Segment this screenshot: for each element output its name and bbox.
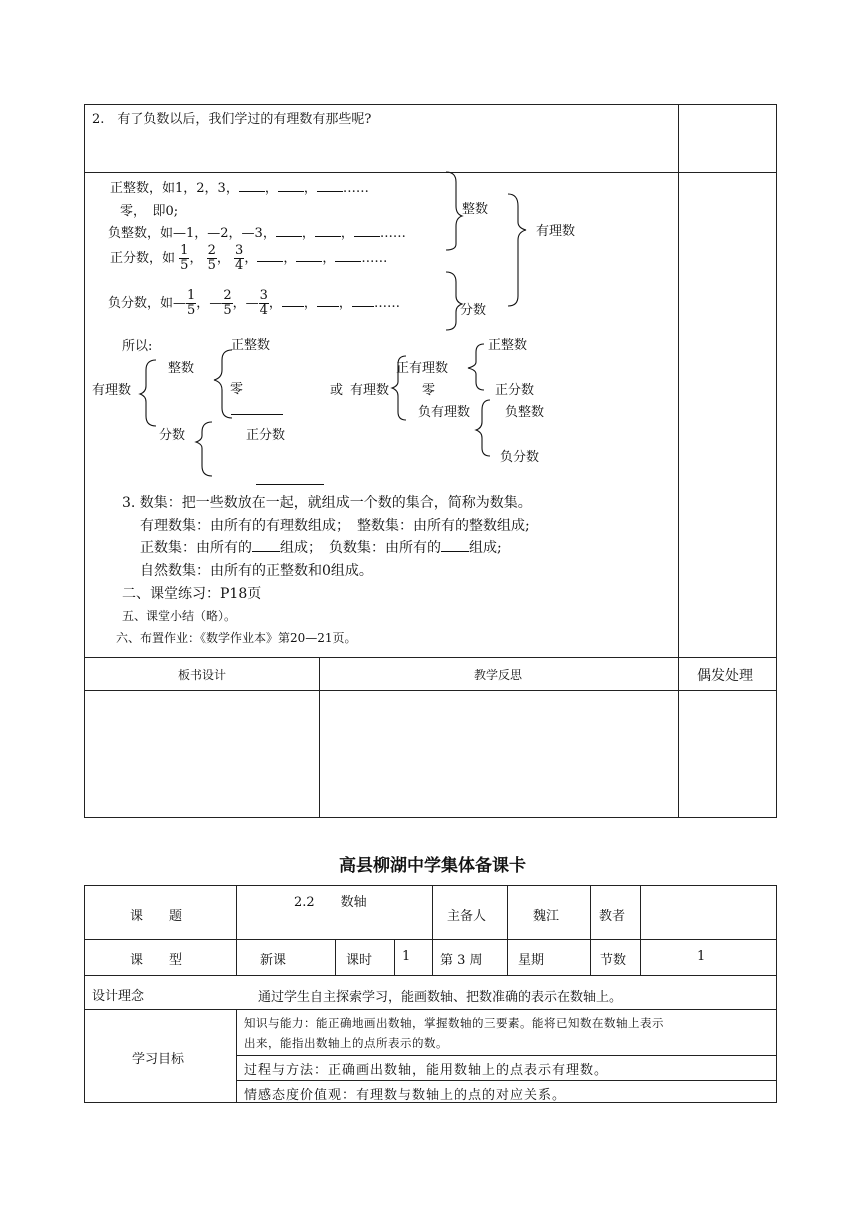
header-reflection: 教学反思: [474, 668, 523, 682]
card-hours-value: 1: [402, 949, 411, 964]
fraction: $\frac{3}{4}$: [235, 243, 244, 273]
tree-left-integer: 整数: [168, 361, 195, 376]
card-goal-3: 情感态度价值观：有理数与数轴上的点的对应关系。: [244, 1088, 567, 1103]
card-col-hours: [335, 939, 336, 975]
tree-right-neg-int: 负整数: [505, 405, 545, 420]
card-type-label: 课 型: [130, 953, 183, 968]
header-board-design: 板书设计: [178, 668, 227, 682]
fraction: $\frac{2}{5}$: [207, 243, 216, 273]
brace-integers: [446, 172, 462, 250]
fraction: $\frac{1}{5}$: [187, 288, 196, 318]
card-weekday: 星期: [518, 953, 545, 968]
row-zero: 零， 即0;: [120, 204, 179, 219]
card-row-2: [84, 975, 777, 976]
fraction: $\frac{3}{4}$: [259, 288, 268, 318]
card-col-mainval: [507, 885, 508, 975]
sets-line-1: 3. 数集：把一些数放在一起，就组成一个数的集合，简称为数集。: [122, 495, 532, 511]
tree-left-pos-int: 正整数: [231, 338, 271, 353]
card-period-value: 1: [697, 949, 706, 964]
card-goal-1: 知识与能力：能正确地画出数轴，掌握数轴的三要素。能将已知数在数轴上表示: [244, 1016, 664, 1030]
brace-right-pos: [468, 344, 484, 390]
card-goals-label: 学习目标: [132, 1052, 185, 1067]
card-border-top: [84, 885, 777, 886]
tree-right-pos-int: 正整数: [488, 338, 528, 353]
row-positive-integers: 正整数，如1，2，3， ， ， ……: [110, 181, 369, 196]
summary-line: 五、课堂小结（略）。: [122, 609, 237, 623]
or-label: 或: [330, 383, 344, 398]
card-col-hoursval: [394, 939, 395, 975]
sets-line-4: 自然数集：由所有的正整数和0组成。: [140, 563, 373, 579]
card-row-1: [84, 939, 777, 940]
label-rational: 有理数: [536, 224, 576, 239]
card-topic-value: 2.2 数轴: [294, 895, 367, 910]
tree-left-pos-frac: 正分数: [246, 428, 286, 443]
suoyi-label: 所以:: [122, 339, 153, 354]
tree-right-zero: 零: [422, 383, 436, 398]
card-teacher-label: 教者: [599, 909, 626, 924]
card-goal-2: 过程与方法：正确画出数轴，能用数轴上的点表示有理数。: [244, 1063, 609, 1078]
homework-line: 六、布置作业：《数学作业本》第20—21页。: [116, 631, 357, 645]
card-row-3: [84, 1009, 777, 1010]
card-main-label: 主备人: [447, 909, 487, 924]
card-type-value: 新课: [260, 953, 287, 968]
pos-int-label: 正整数，如1，2，3，: [110, 181, 239, 196]
brace-left-root: [140, 360, 156, 426]
card-col-teacherval: [640, 885, 641, 975]
header-incident: 偶发处理: [697, 668, 753, 684]
neg-int-label: 负整数，如—1，—2，—3，: [108, 226, 276, 241]
practice-line: 二、课堂练习：P18页: [122, 586, 262, 602]
card-col-label: [236, 885, 237, 975]
card-week: 第 3 周: [440, 953, 483, 968]
tree-right-pos-frac: 正分数: [495, 383, 535, 398]
row-positive-fractions: 正分数，如 $\frac{1}{5}$ ， $\frac{2}{5}$ ， $\frac{3}{4}$ ， ， ， ……: [110, 243, 388, 273]
card-goal-1b: 出来，能指出数轴上的点所表示的数。: [244, 1036, 448, 1050]
brace-left-fraction: [196, 422, 212, 476]
tree-right-neg-rat: 负有理数: [418, 405, 471, 420]
brace-right-root: [392, 356, 406, 420]
tree-right-pos-rat: 正有理数: [396, 361, 449, 376]
tree-left-root: 有理数: [92, 383, 132, 398]
card-col-label-2: [236, 1009, 237, 1102]
card-row-goal-1: [236, 1055, 777, 1056]
card-col-teacher: [590, 885, 591, 975]
card-hours-label: 课时: [346, 953, 373, 968]
tree-left-fraction: 分数: [159, 428, 186, 443]
card-concept-text: 通过学生自主探索学习，能画数轴、把数准确的表示在数轴上。: [258, 990, 623, 1005]
question-2: 2. 有了负数以后，我们学过的有理数有那些呢?: [92, 112, 372, 127]
row-negative-fractions: 负分数，如— $\frac{1}{5}$ ，— $\frac{2}{5}$ ，— $\frac{3}{4}$ ， ， ， ……: [108, 288, 400, 318]
card-title: 高县柳湖中学集体备课卡: [339, 856, 526, 876]
tree-left-zero: 零: [230, 382, 244, 397]
sets-line-2: 有理数集：由所有的有理数组成； 整数集：由所有的整数组成;: [140, 518, 530, 534]
card-border-right: [776, 885, 777, 1103]
tree-right-neg-frac: 负分数: [500, 450, 540, 465]
label-integers: 整数: [462, 202, 489, 217]
fraction: $\frac{1}{5}$: [180, 243, 189, 273]
brace-fractions: [446, 272, 462, 330]
tree-right-root: 有理数: [350, 383, 390, 398]
card-col-main: [432, 885, 433, 975]
brace-rational: [508, 194, 526, 306]
card-topic-label: 课 题: [130, 909, 183, 924]
card-concept-label: 设计理念: [92, 989, 145, 1004]
label-fractions: 分数: [460, 303, 487, 318]
card-main-value: 魏江: [533, 909, 560, 924]
row-negative-integers: 负整数，如—1，—2，—3， ， ， ……: [108, 226, 406, 241]
fraction: $\frac{2}{5}$: [223, 288, 232, 318]
brace-right-neg: [476, 400, 490, 456]
card-period-label: 节数: [600, 953, 627, 968]
card-border-left: [84, 885, 85, 1103]
card-row-goal-2: [236, 1080, 777, 1081]
sets-line-3: 正数集：由所有的 组成； 负数集：由所有的 组成;: [140, 540, 502, 556]
brace-left-integer: [214, 350, 232, 418]
